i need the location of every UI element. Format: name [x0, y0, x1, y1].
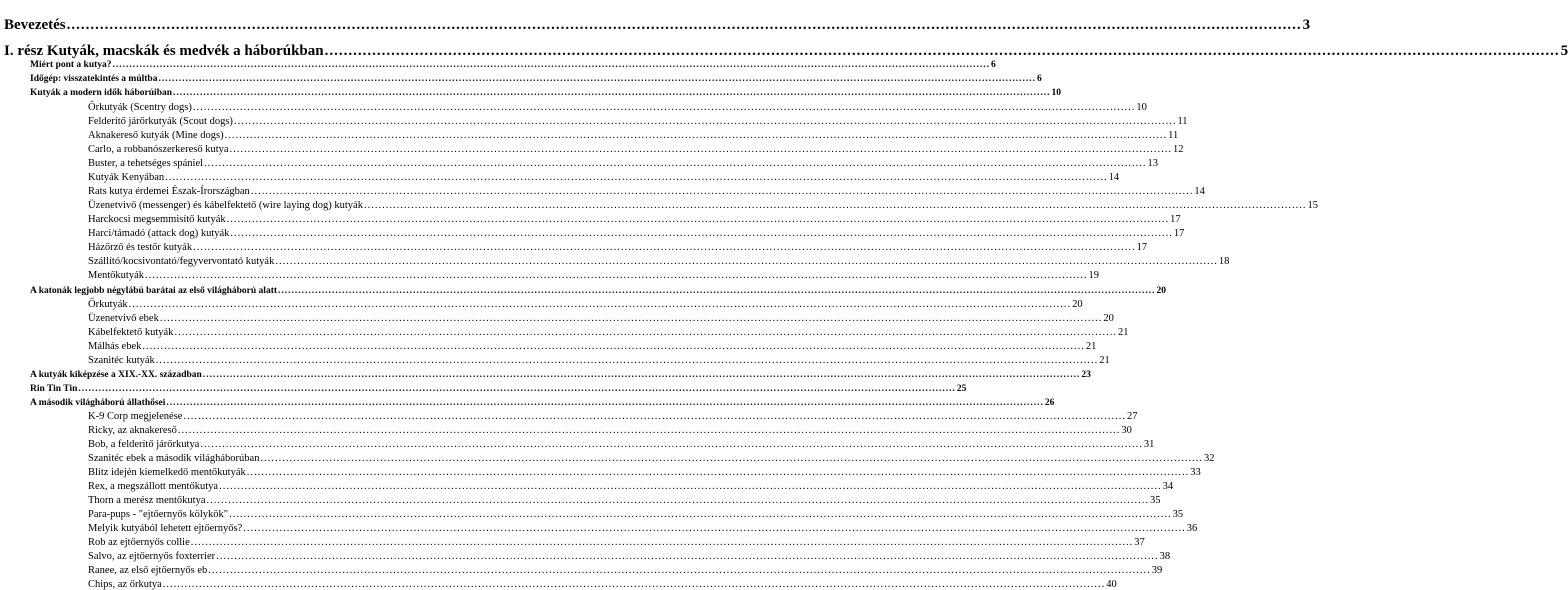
- toc-entry-page-number: 38: [1159, 551, 1171, 562]
- toc-entry-title: Rats kutya érdemei Észak-Írországban: [88, 186, 250, 197]
- dot-leader: ....................................................................................................................................................................................................................................................................: [219, 481, 1162, 492]
- toc-entry: [88, 548, 1171, 562]
- toc-entry-title: Őrkutyák: [88, 299, 128, 310]
- toc-entry-page-number: 5: [1560, 43, 1568, 59]
- dot-leader: ....................................................................................................................................................................................................................................................................: [275, 256, 1218, 267]
- toc-entry-page-number: 34: [1162, 481, 1174, 492]
- toc-entry: [88, 197, 1318, 211]
- toc-entry-title: I. rész Kutyák, macskák és medvék a háborúkban: [4, 43, 324, 59]
- toc-entry: [88, 324, 1129, 338]
- dot-leader: ....................................................................................................................................................................................................................................................................: [174, 327, 1117, 338]
- dot-leader: ....................................................................................................................................................................................................................................................................: [183, 411, 1126, 422]
- toc-entry-page-number: 27: [1126, 411, 1138, 422]
- toc-entry: [88, 576, 1117, 590]
- toc-entry-page-number: 6: [1036, 74, 1042, 84]
- toc-entry-page-number: 17: [1173, 228, 1185, 239]
- toc-entry: [88, 338, 1097, 352]
- toc-entry-title: Salvo, az ejtőernyős foxterrier: [88, 551, 216, 562]
- dot-leader: ....................................................................................................................................................................................................................................................................: [224, 130, 1168, 141]
- toc-entry: [88, 450, 1215, 464]
- toc-entry-page-number: 11: [1168, 130, 1179, 141]
- dot-leader: ....................................................................................................................................................................................................................................................................: [208, 565, 1151, 576]
- dot-leader: ....................................................................................................................................................................................................................................................................: [230, 228, 1173, 239]
- toc-entry-page-number: 14: [1108, 172, 1120, 183]
- toc-entry-title: Melyik kutyából lehetett ejtőernyős?: [88, 523, 243, 534]
- dot-leader: ....................................................................................................................................................................................................................................................................: [324, 43, 1560, 59]
- toc-entry-title: Házőrző és testőr kutyák: [88, 242, 193, 253]
- toc-entry: [88, 127, 1179, 141]
- dot-leader: ....................................................................................................................................................................................................................................................................: [260, 453, 1203, 464]
- dot-leader: ....................................................................................................................................................................................................................................................................: [78, 384, 956, 394]
- toc-entry: [88, 478, 1174, 492]
- toc-entry-title: Kutyák a modern idők háborúiban: [30, 88, 173, 98]
- toc-entry: [88, 520, 1198, 534]
- toc-entry: [88, 352, 1110, 366]
- dot-leader: ....................................................................................................................................................................................................................................................................: [200, 439, 1143, 450]
- toc-entry-page-number: 21: [1085, 341, 1097, 352]
- dot-leader: ....................................................................................................................................................................................................................................................................: [66, 17, 1302, 33]
- toc-entry-title: Thorn a merész mentőkutya: [88, 495, 206, 506]
- toc-entry-page-number: 30: [1121, 425, 1132, 436]
- toc-entry-title: Ranee, az első ejtőernyős eb: [88, 565, 208, 576]
- toc-entry: [88, 99, 1147, 113]
- dot-leader: ....................................................................................................................................................................................................................................................................: [173, 88, 1051, 98]
- toc-entry-page-number: 21: [1117, 327, 1129, 338]
- toc-entry-page-number: 25: [956, 384, 967, 394]
- dot-leader: ....................................................................................................................................................................................................................................................................: [229, 144, 1173, 155]
- toc-entry-page-number: 10: [1051, 88, 1062, 98]
- dot-leader: ....................................................................................................................................................................................................................................................................: [229, 509, 1172, 520]
- toc-entry: [88, 169, 1120, 183]
- dot-leader: ....................................................................................................................................................................................................................................................................: [202, 370, 1081, 380]
- toc-entry: [30, 366, 1091, 380]
- toc-entry-page-number: 32: [1203, 453, 1215, 464]
- toc-entry-title: Szanitéc kutyák: [88, 355, 155, 366]
- toc-entry-title: Kutyák Kenyában: [88, 172, 165, 183]
- toc-entry-page-number: 33: [1190, 467, 1201, 478]
- toc-entry-page-number: 31: [1143, 439, 1155, 450]
- dot-leader: ....................................................................................................................................................................................................................................................................: [243, 523, 1186, 534]
- toc-entry-title: Blitz idején kiemelkedő mentőkutyák: [88, 467, 246, 478]
- dot-leader: ....................................................................................................................................................................................................................................................................: [363, 200, 1307, 211]
- toc-entry-page-number: 15: [1307, 200, 1318, 211]
- toc-entry-page-number: 36: [1186, 523, 1198, 534]
- dot-leader: ....................................................................................................................................................................................................................................................................: [226, 214, 1170, 225]
- dot-leader: ....................................................................................................................................................................................................................................................................: [193, 242, 1136, 253]
- toc-entry-title: Szállító/kocsivontató/fegyvervontató kutyák: [88, 256, 275, 267]
- toc-entry-page-number: 17: [1136, 242, 1148, 253]
- toc-entry: [30, 380, 967, 394]
- toc-entry-title: Buster, a tehetséges spániel: [88, 158, 204, 169]
- toc-entry-page-number: 3: [1302, 17, 1311, 33]
- dot-leader: ....................................................................................................................................................................................................................................................................: [155, 355, 1099, 366]
- toc-entry-title: Para-pups - "ejtőernyős kölykök": [88, 509, 229, 520]
- toc-entry: [4, 16, 1311, 34]
- dot-leader: ....................................................................................................................................................................................................................................................................: [206, 495, 1149, 506]
- toc-entry-page-number: 39: [1151, 565, 1163, 576]
- toc-entry-title: Kábelfektető kutyák: [88, 327, 174, 338]
- toc-entry-title: Harci/támadó (attack dog) kutyák: [88, 228, 230, 239]
- toc-entry-page-number: 35: [1150, 495, 1161, 506]
- toc-entry-title: Üzenetvivő (messenger) és kábelfektető (wire laying dog) kutyák: [88, 200, 363, 211]
- toc-entry: [30, 394, 1055, 408]
- toc-entry: [88, 296, 1083, 310]
- dot-leader: ....................................................................................................................................................................................................................................................................: [233, 116, 1177, 127]
- toc-entry-title: Harckocsi megsemmisítő kutyák: [88, 214, 226, 225]
- toc-entry-page-number: 11: [1177, 116, 1188, 127]
- toc-entry: [88, 113, 1188, 127]
- toc-entry-page-number: 21: [1099, 355, 1110, 366]
- toc-entry-title: Bevezetés: [4, 17, 66, 33]
- toc-entry-page-number: 35: [1172, 509, 1184, 520]
- toc-entry-title: Szanitéc ebek a második világháborúban: [88, 453, 260, 464]
- toc-entry-page-number: 19: [1088, 270, 1099, 281]
- toc-entry: [88, 155, 1159, 169]
- dot-leader: ....................................................................................................................................................................................................................................................................: [158, 74, 1036, 84]
- toc-entry: [88, 253, 1230, 267]
- toc-entry-page-number: 18: [1218, 256, 1230, 267]
- toc-entry: [88, 464, 1201, 478]
- toc-entry: [30, 84, 1062, 98]
- toc-entry-page-number: 17: [1170, 214, 1181, 225]
- toc-entry: [88, 211, 1181, 225]
- toc-entry-page-number: 20: [1156, 286, 1167, 296]
- toc-entry-title: Miért pont a kutya?: [30, 60, 112, 70]
- toc-entry: [88, 492, 1161, 506]
- dot-leader: ....................................................................................................................................................................................................................................................................: [142, 341, 1085, 352]
- toc-entry-page-number: 37: [1134, 537, 1145, 548]
- toc-entry: [88, 534, 1145, 548]
- toc-entry-title: Őrkutyák (Scentry dogs): [88, 102, 192, 113]
- toc-entry-title: Rin Tin Tin: [30, 384, 78, 394]
- dot-leader: ....................................................................................................................................................................................................................................................................: [162, 579, 1106, 590]
- toc-entry-title: Carlo, a robbanószerkereső kutya: [88, 144, 229, 155]
- toc-entry: [30, 282, 1167, 296]
- dot-leader: ....................................................................................................................................................................................................................................................................: [165, 172, 1108, 183]
- toc-entry: [88, 422, 1132, 436]
- toc-entry-page-number: 6: [991, 60, 996, 70]
- toc-entry: [30, 70, 1042, 84]
- toc-entry: [88, 239, 1148, 253]
- dot-leader: ....................................................................................................................................................................................................................................................................: [192, 102, 1136, 113]
- toc-entry-title: A katonák legjobb négylábú barátai az első világháború alatt: [30, 286, 278, 296]
- toc-entry-title: Bob, a felderítő járőrkutya: [88, 439, 200, 450]
- toc-entry-title: Felderítő járőrkutyák (Scout dogs): [88, 116, 233, 127]
- toc-entry-page-number: 10: [1136, 102, 1147, 113]
- toc-entry-title: A második világháború állathősei: [30, 398, 166, 408]
- toc-entry: [88, 183, 1205, 197]
- toc-entry: [88, 436, 1155, 450]
- toc-entry: [88, 141, 1184, 155]
- toc-entry-title: Üzenetvivő ebek: [88, 313, 159, 324]
- dot-leader: ....................................................................................................................................................................................................................................................................: [159, 313, 1103, 324]
- dot-leader: ....................................................................................................................................................................................................................................................................: [128, 299, 1072, 310]
- toc-entry-title: Málhás ebek: [88, 341, 142, 352]
- toc-entry-page-number: 26: [1044, 398, 1055, 408]
- dot-leader: ....................................................................................................................................................................................................................................................................: [250, 186, 1194, 197]
- toc-entry-title: Időgép: visszatekintés a múltba: [30, 74, 158, 84]
- toc-entry-title: Rex, a megszállott mentőkutya: [88, 481, 219, 492]
- dot-leader: ....................................................................................................................................................................................................................................................................: [190, 537, 1134, 548]
- toc-entry-page-number: 13: [1147, 158, 1159, 169]
- dot-leader: ....................................................................................................................................................................................................................................................................: [145, 270, 1088, 281]
- toc-entry-page-number: 20: [1072, 299, 1083, 310]
- toc-entry: [88, 225, 1185, 239]
- toc-entry-page-number: 14: [1194, 186, 1205, 197]
- toc-entry-title: Mentőkutyák: [88, 270, 144, 281]
- toc-entry-title: A kutyák kiképzése a XIX.-XX. században: [30, 370, 202, 380]
- toc-entry: [88, 506, 1184, 520]
- dot-leader: ....................................................................................................................................................................................................................................................................: [216, 551, 1159, 562]
- toc-entry-title: Aknakereső kutyák (Mine dogs): [88, 130, 224, 141]
- dot-leader: ....................................................................................................................................................................................................................................................................: [166, 398, 1044, 408]
- dot-leader: ....................................................................................................................................................................................................................................................................: [246, 467, 1190, 478]
- toc-entry-page-number: 40: [1106, 579, 1117, 590]
- toc-entry-page-number: 12: [1173, 144, 1184, 155]
- toc-entry: [88, 267, 1099, 281]
- toc-entry-page-number: 23: [1081, 370, 1091, 380]
- toc-entry-page-number: 20: [1103, 313, 1114, 324]
- toc-entry: [88, 562, 1163, 576]
- toc-entry-title: Ricky, az aknakereső: [88, 425, 177, 436]
- dot-leader: ....................................................................................................................................................................................................................................................................: [112, 60, 991, 70]
- dot-leader: ....................................................................................................................................................................................................................................................................: [177, 425, 1121, 436]
- toc-entry-title: Chips, az őrkutya: [88, 579, 162, 590]
- toc-entry: [30, 56, 996, 70]
- dot-leader: ....................................................................................................................................................................................................................................................................: [278, 286, 1156, 296]
- toc-entry: [88, 408, 1138, 422]
- toc-entry-title: Rob az ejtőernyős collie: [88, 537, 190, 548]
- toc-entry-title: K-9 Corp megjelenése: [88, 411, 183, 422]
- toc-entry: [88, 310, 1114, 324]
- dot-leader: ....................................................................................................................................................................................................................................................................: [204, 158, 1147, 169]
